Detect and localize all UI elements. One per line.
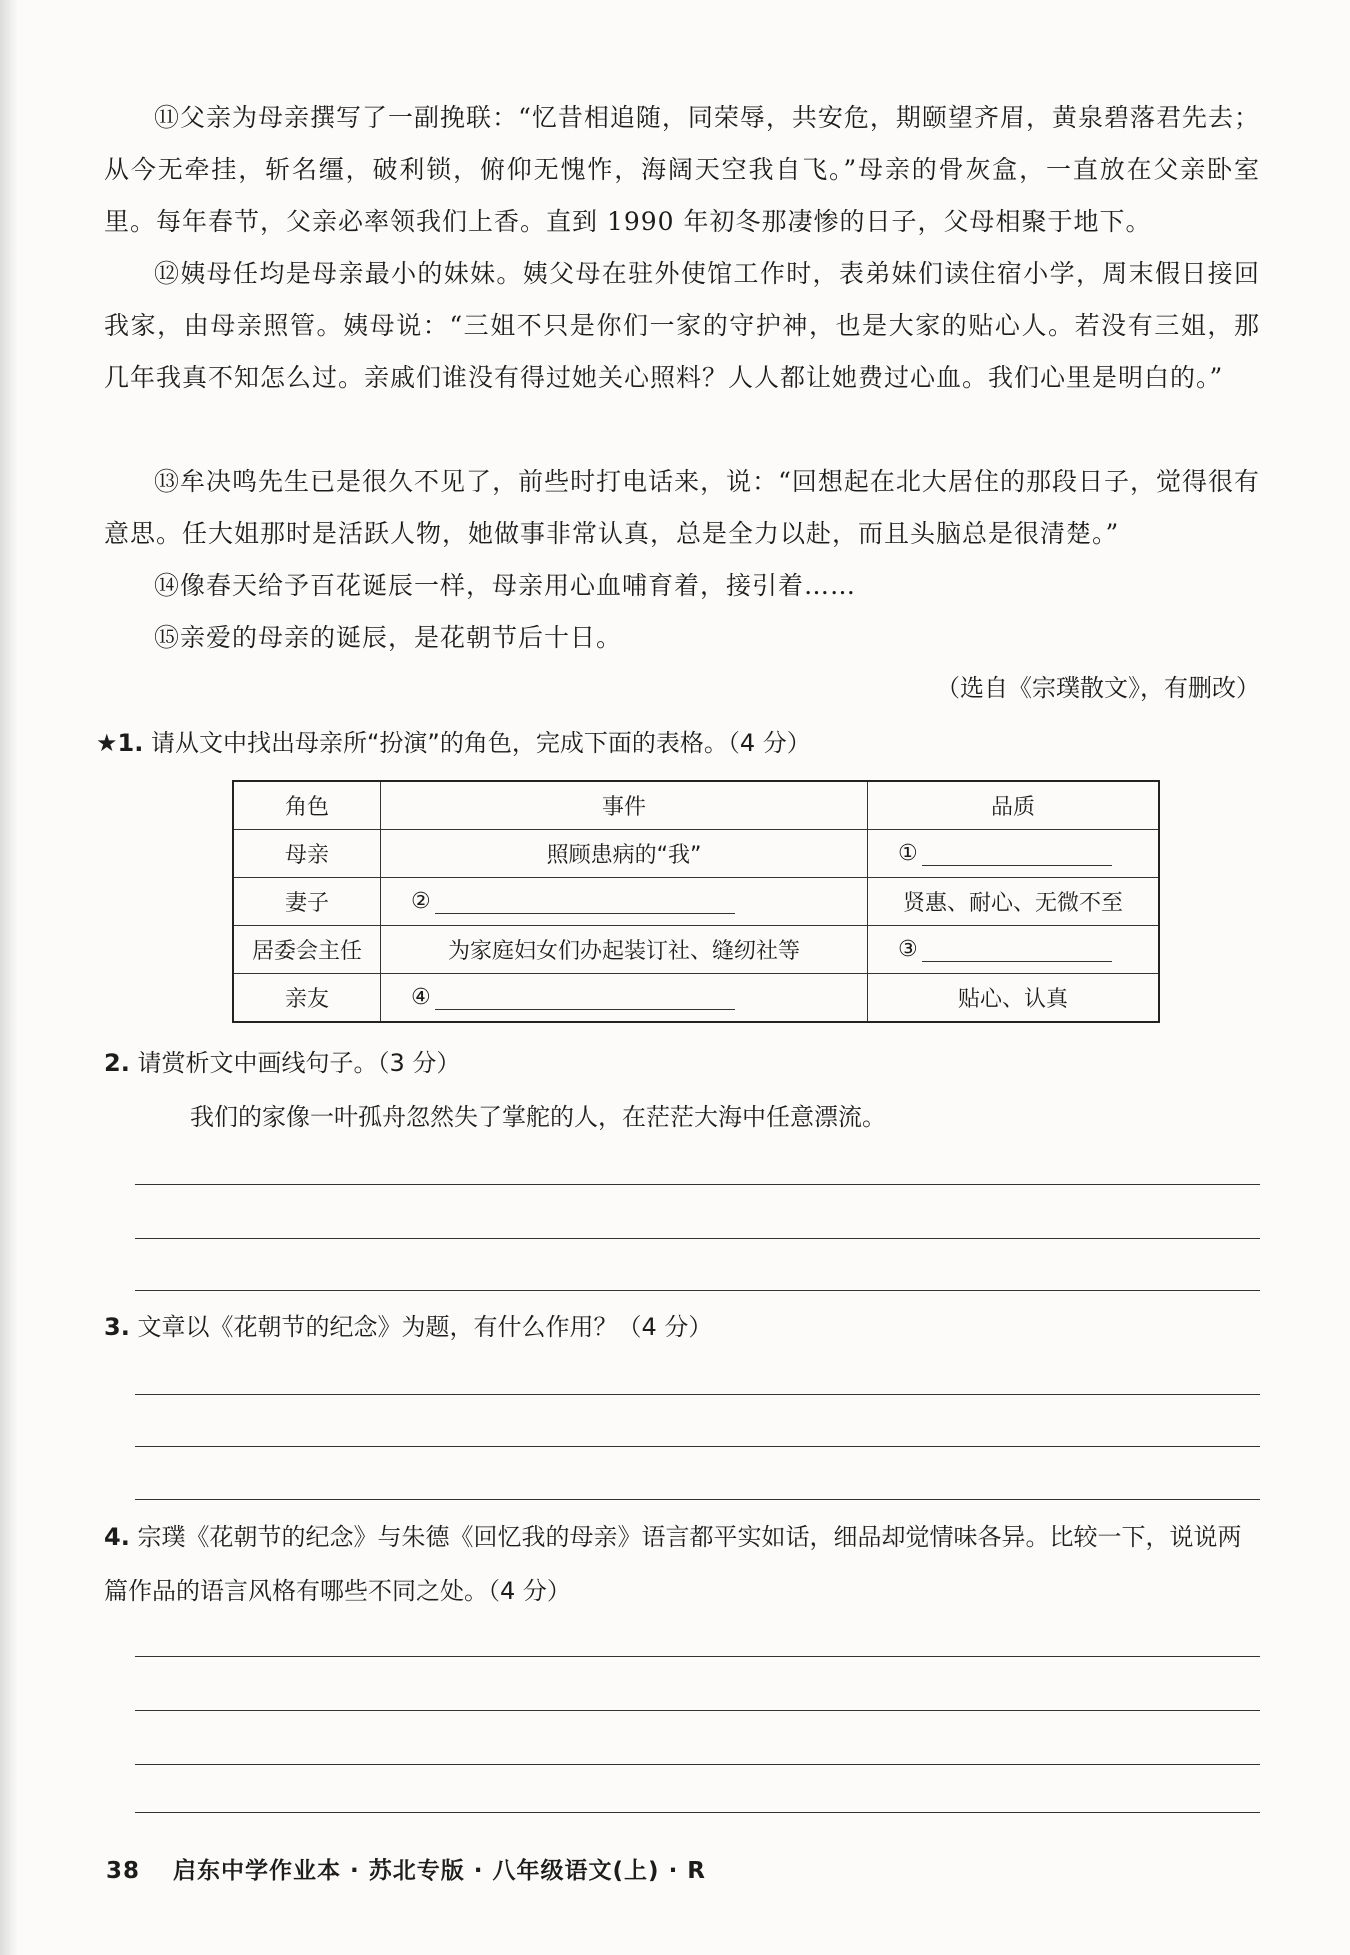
page-edge-shadow	[0, 0, 18, 1955]
table-cell: 贴心、认真	[868, 974, 1160, 1023]
table-header-row	[233, 781, 1159, 830]
answer-line[interactable]	[135, 1764, 1260, 1765]
paragraph-12: ⑫姨母任均是母亲最小的妹妹。姨父母在驻外使馆工作时，表弟妹们读住宿小学，周末假日接回我家，由母亲照管。姨母说：“三姐不只是你们一家的守护神，也是大家的贴心人。若没有三姐，那几年我真不知怎么过。亲戚们谁没有得过她关心照料？人人都让她费过心血。我们心里是明白的。”	[104, 259, 1260, 392]
roles-table	[232, 780, 1160, 1023]
answer-blank-1[interactable]	[868, 830, 1160, 878]
book-title: 启东中学作业本 · 苏北专版 · 八年级语文(上) · R	[173, 1858, 707, 1884]
table-cell: 母亲	[233, 830, 381, 878]
table-row	[233, 878, 1159, 926]
question-3	[104, 1300, 1264, 1354]
question-number: 4.	[104, 1523, 130, 1551]
answer-line[interactable]	[135, 1710, 1260, 1711]
paragraph-15: ⑮亲爱的母亲的诞辰，是花朝节后十日。	[154, 623, 623, 652]
table-header: 事件	[381, 781, 868, 830]
question-2	[104, 1036, 1264, 1090]
table-row	[233, 974, 1159, 1023]
answer-line[interactable]	[135, 1656, 1260, 1657]
question-number: 2.	[104, 1049, 130, 1077]
blank-underline	[435, 987, 735, 1010]
answer-line[interactable]	[135, 1446, 1260, 1447]
question-text: 请从文中找出母亲所“扮演”的角色，完成下面的表格。（4 分）	[150, 729, 811, 757]
question-number: 3.	[104, 1313, 130, 1341]
answer-blank-4[interactable]	[381, 974, 868, 1023]
answer-line[interactable]	[135, 1238, 1260, 1239]
page-footer	[106, 1852, 706, 1885]
question-text: 文章以《花朝节的纪念》为题，有什么作用？（4 分）	[137, 1313, 713, 1341]
paragraph-13: ⑬牟决鸣先生已是很久不见了，前些时打电话来，说：“回想起在北大居住的那段日子，觉得很有意思。任大姐那时是活跃人物，她做事非常认真，总是全力以赴，而且头脑总是很清楚。”	[104, 467, 1260, 548]
page-number: 38	[106, 1858, 141, 1884]
source-citation: （选自《宗璞散文》，有删改）	[936, 674, 1260, 702]
table-cell: 居委会主任	[233, 926, 381, 974]
table-cell: 照顾患病的“我”	[381, 830, 868, 878]
question-4	[104, 1510, 1260, 1618]
blank-underline	[922, 939, 1112, 962]
answer-blank-3[interactable]	[868, 926, 1160, 974]
blank-marker: ④	[411, 985, 431, 1010]
table-cell: 亲友	[233, 974, 381, 1023]
star-icon: ★	[96, 729, 118, 757]
answer-line[interactable]	[135, 1499, 1260, 1500]
answer-line[interactable]	[135, 1394, 1260, 1395]
table-cell: 为家庭妇女们办起装订社、缝纫社等	[381, 926, 868, 974]
table-header: 品质	[868, 781, 1160, 830]
table-cell: 妻子	[233, 878, 381, 926]
blank-marker: ②	[411, 889, 431, 914]
question-text: 请赏析文中画线句子。（3 分）	[137, 1049, 461, 1077]
question-number: 1.	[117, 729, 144, 757]
answer-line[interactable]	[135, 1812, 1260, 1813]
question-1	[96, 716, 1260, 770]
table-row	[233, 926, 1159, 974]
table-cell: 贤惠、耐心、无微不至	[868, 878, 1160, 926]
table-row	[233, 830, 1159, 878]
blank-marker: ③	[898, 937, 918, 962]
answer-line[interactable]	[135, 1290, 1260, 1291]
question-text: 宗璞《花朝节的纪念》与朱德《回忆我的母亲》语言都平实如话，细品却觉情味各异。比较一下，说说两篇作品的语言风格有哪些不同之处。（4 分）	[104, 1523, 1242, 1605]
blank-marker: ①	[898, 841, 918, 866]
blank-underline	[922, 843, 1112, 866]
answer-blank-2[interactable]	[381, 878, 868, 926]
quoted-sentence: 我们的家像一叶孤舟忽然失了掌舵的人，在茫茫大海中任意漂流。	[190, 1103, 886, 1131]
answer-line[interactable]	[135, 1184, 1260, 1185]
blank-underline	[435, 891, 735, 914]
paragraph-14: ⑭像春天给予百花诞辰一样，母亲用心血哺育着，接引着……	[154, 571, 857, 600]
paragraph-11: ⑪父亲为母亲撰写了一副挽联：“忆昔相追随，同荣辱，共安危，期颐望齐眉，黄泉碧落君先去；从今无牵挂，斩名缰，破利锁，俯仰无愧怍，海阔天空我自飞。”母亲的骨灰盒，一直放在父亲卧室里。每年春节，父亲必率领我们上香。直到 1990 年初冬那凄惨的日子，父母相聚于地下。	[104, 103, 1260, 236]
table-header: 角色	[233, 781, 381, 830]
